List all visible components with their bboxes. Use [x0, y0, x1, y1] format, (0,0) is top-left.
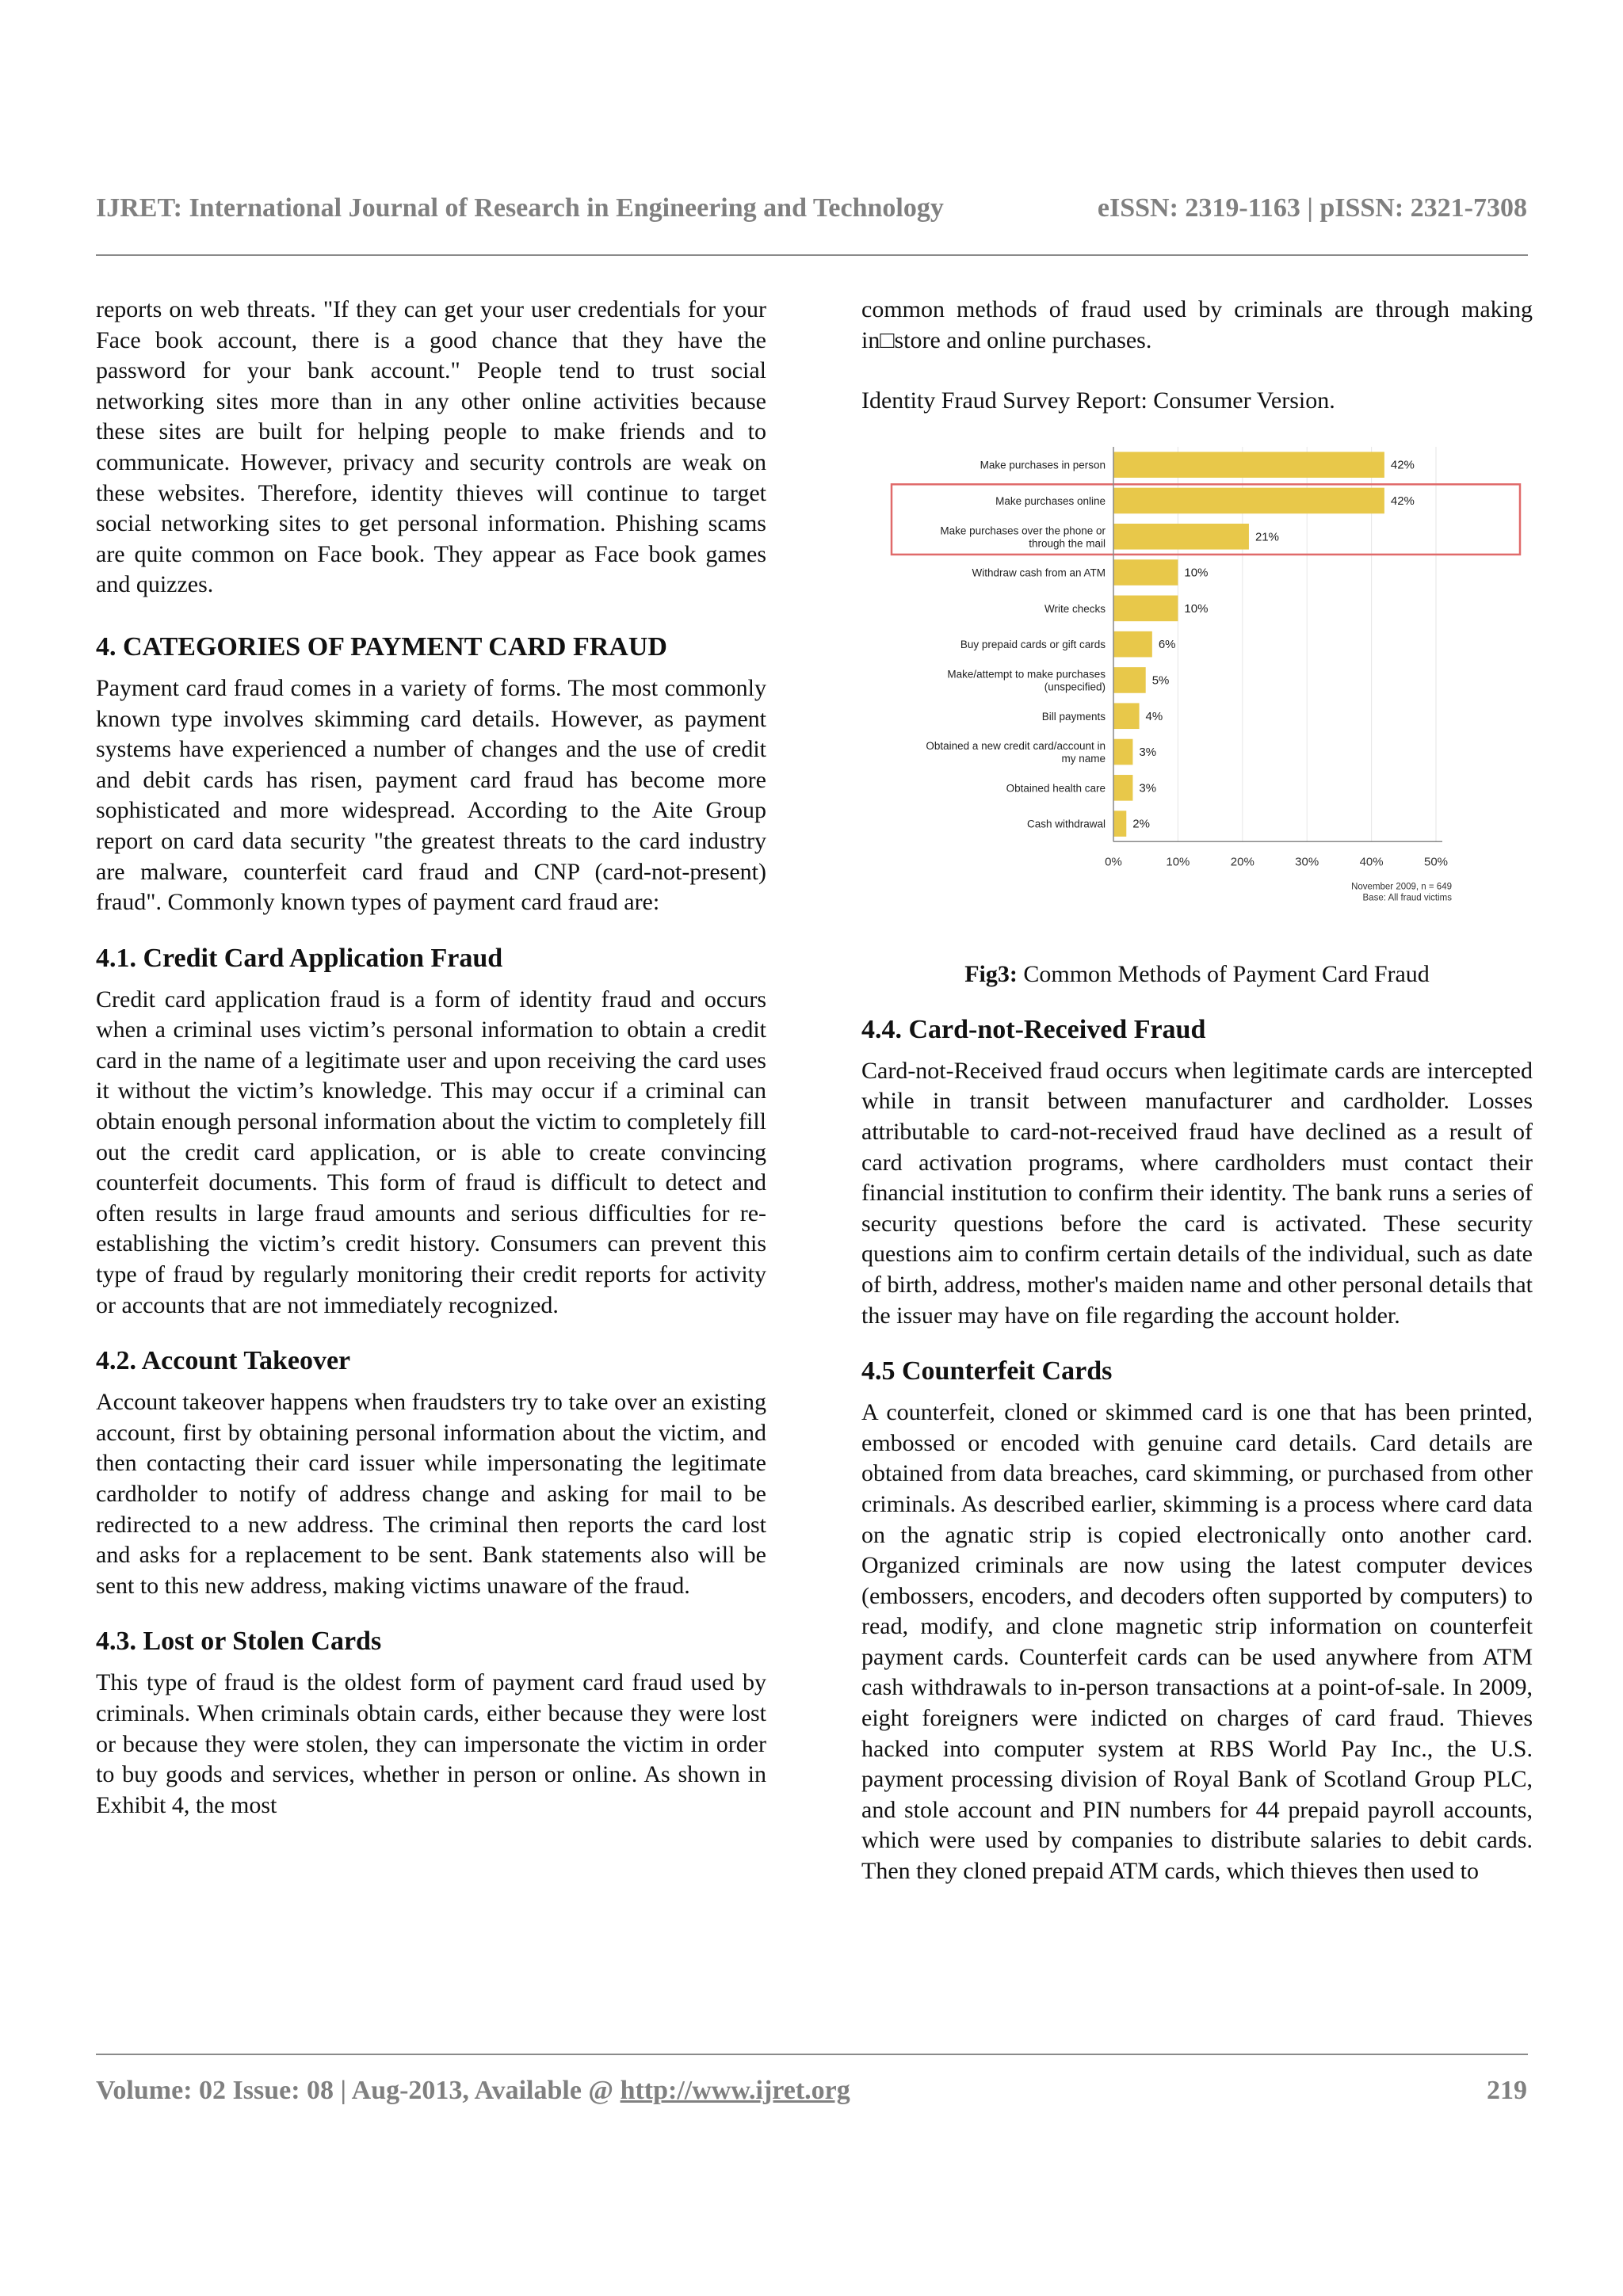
category-label-line: Make purchases in person [980, 459, 1106, 471]
category-label-line: Make/attempt to make purchases [947, 668, 1106, 681]
paragraph-section-4: Payment card fraud comes in a variety of forms. The most commonly known type involves skimming card details. However, as payment systems have experienced a number of changes and the use of credit and debit cards has risen, payment card fraud has become more sophisticated and more widespread. According to the Aite Group report on card data security "the greatest threats to the card industry are malware, counterfeit card fraud and CNP (card-not-present) fraud". Commonly known types of payment card fraud are: [96, 674, 766, 916]
section-4-2-heading: 4.2. Account Takeover [96, 1346, 351, 1376]
running-footer [96, 2076, 1527, 2106]
category-label [972, 566, 1106, 578]
paragraph-4-3: This type of fraud is the oldest form of payment card fraud used by criminals. When criminals obtain cards, either because they were lost or because they were stolen, they can impersonate the victim in order to buy goods and services, whether in person or online. As shown in Exhibit 4, the most [96, 1669, 766, 1818]
bar [1113, 559, 1178, 585]
bar-value-label: 4% [1145, 709, 1163, 723]
category-label-line: Withdraw cash from an ATM [972, 566, 1106, 579]
section-4-1-heading: 4.1. Credit Card Application Fraud [96, 943, 503, 973]
bar [1113, 775, 1132, 801]
x-tick-label: 0% [1105, 855, 1122, 869]
x-tick-label: 20% [1230, 855, 1254, 869]
bar-value-label: 6% [1158, 637, 1176, 651]
paragraph-4-2: Account takeover happens when fraudsters try to take over an existing account, first by obtaining personal information about the victim, and then contacting their card issuer while impersonating the legitimate cardholder to notify of address change and asking for mail to be redirected to a new address. The criminal then reports the card lost and asks for a replacement to be sent. Bank statements also will be sent to this new address, making victims unaware of the fraud. [96, 1389, 766, 1599]
section-4-4-heading: 4.4. Card-not-Received Fraud [861, 1014, 1206, 1044]
bar-value-label: 10% [1184, 566, 1209, 580]
category-label-line: my name [1061, 752, 1106, 765]
bar-value-label: 10% [1184, 601, 1209, 616]
category-label-line: through the mail [1029, 537, 1106, 550]
category-label [940, 524, 1106, 549]
figure-3 [861, 433, 1533, 959]
paragraph-continued: common methods of fraud used by criminals are through making in□store and online purchases. [861, 296, 1533, 353]
paragraph-4-5: A counterfeit, cloned or skimmed card is one that has been printed, embossed or encoded with genuine card details. Card details are obtained from data breaches, card skimming, or purchased from other criminals. As described earlier, skimming is a process where card data on the agnatic strip is copied electronically onto another card. Organized criminals are now using the latest computer devices (embossers, encoders, and decoders often supported by computers) to read, modify, and clone magnetic strip information on counterfeit payment cards. Counterfeit cards can be used anywhere from ATM cash withdrawals to in-person transactions at a point-of-sale. In 2009, eight foreigners were indicted on charges of card fraud. Thieves hacked into computer system at RBS World Pay Inc., the U.S. payment processing division of Royal Bank of Scotland Group PLC, and stole account and PIN numbers for 44 prepaid payroll accounts, which were used by companies to distribute salaries to debit cards. Then they cloned prepaid ATM cards, which thieves then used to [861, 1399, 1533, 1885]
category-label [1044, 603, 1106, 615]
right-column [861, 295, 1533, 1887]
page-number: 219 [1487, 2076, 1527, 2105]
bar [1113, 631, 1152, 658]
bar [1113, 703, 1140, 729]
x-tick-label: 40% [1359, 855, 1384, 869]
bar-value-label: 2% [1132, 817, 1150, 831]
category-label [995, 495, 1106, 507]
footer-volume-text: Volume: 02 Issue: 08 | Aug-2013, Available @ [96, 2076, 621, 2105]
left-column [96, 295, 766, 1821]
category-label-line: Write checks [1044, 602, 1106, 615]
bar-value-label: 5% [1151, 673, 1170, 688]
category-label-line: Obtained health care [1006, 782, 1106, 795]
journal-url-link[interactable]: http://www.ijret.org [620, 2076, 850, 2105]
header-rule [96, 254, 1528, 256]
chart-note: November 2009, n = 649 [1351, 882, 1452, 892]
category-label [980, 459, 1106, 471]
paragraph-4-1: Credit card application fraud is a form of identity fraud and occurs when a criminal uses victim’s personal information to obtain a credit card in the name of a legitimate user and upon receiving the card uses it without the victim’s knowledge. This may occur if a criminal can obtain enough personal information about the victim to completely fill out the credit card application, or is able to create convincing counterfeit documents. This form of fraud is difficult to detect and often results in large fraud amounts and serious difficulties for re-establishing the victim’s credit history. Consumers can prevent this type of fraud by regularly monitoring their credit reports for activity or accounts that are not immediately recognized. [96, 986, 766, 1318]
figure-caption [861, 959, 1533, 990]
x-tick-label: 30% [1295, 855, 1319, 869]
category-label [1027, 818, 1106, 830]
paragraph-4-4: Card-not-Received fraud occurs when legitimate cards are intercepted while in transit between manufacturer and cardholder. Losses attributable to card-not-received fraud have declined as a result of card activation programs, where cardholders must contact their financial institution to confirm their identity. The bank runs a series of security questions before the card is activated. These security questions aim to confirm certain details of the individual, such as date of birth, address, mother's maiden name and other personal details that the issuer may have on file regarding the account holder. [861, 1057, 1533, 1329]
running-header [96, 193, 1527, 223]
bar [1113, 595, 1178, 621]
bar [1113, 452, 1384, 478]
bar [1113, 487, 1384, 513]
paragraph-intro: reports on web threats. "If they can get your user credentials for your Face book account, there is a good chance that they have the password for your bank account." People tend to trust social networking sites more than in any other online activities because these sites are built for helping people to make friends and to communicate. However, privacy and security controls are weak on these websites. Therefore, identity thieves will continue to target social networking sites to get personal information. Phishing scams are quite common on Face book. They appear as Face book games and quizzes. [96, 296, 766, 598]
section-4-3-heading: 4.3. Lost or Stolen Cards [96, 1627, 382, 1657]
bar [1113, 810, 1126, 837]
bar [1113, 739, 1132, 765]
bar [1113, 524, 1249, 550]
category-label-line: (unspecified) [1044, 681, 1106, 693]
footer-volume [96, 2076, 850, 2106]
category-label [926, 740, 1106, 765]
category-label-line: Obtained a new credit card/account in [926, 739, 1106, 752]
caption-text: Common Methods of Payment Card Fraud [1017, 960, 1430, 987]
category-label-line: Buy prepaid cards or gift cards [960, 638, 1106, 650]
section-4-5-heading: 4.5 Counterfeit Cards [861, 1356, 1113, 1386]
category-label [960, 639, 1106, 650]
bar-value-label: 42% [1390, 458, 1415, 472]
category-label-line: Make purchases over the phone or [940, 524, 1106, 537]
caption-label: Fig3: [964, 960, 1018, 987]
category-label [1042, 711, 1106, 723]
x-tick-label: 50% [1423, 855, 1449, 869]
figure-source: Identity Fraud Survey Report: Consumer Version. [861, 387, 1335, 414]
bar-value-label: 3% [1139, 781, 1157, 795]
category-label-line: Bill payments [1041, 710, 1106, 723]
section-4-heading: 4. CATEGORIES OF PAYMENT CARD FRAUD [96, 631, 667, 662]
chart-note: Base: All fraud victims [1362, 893, 1452, 903]
bar-value-label: 21% [1254, 530, 1279, 544]
issn: eISSN: 2319-1163 | pISSN: 2321-7308 [1097, 193, 1527, 223]
journal-title: IJRET: International Journal of Research in Engineering and Technology [96, 193, 944, 223]
bar-value-label: 42% [1390, 494, 1415, 508]
bar [1113, 667, 1146, 693]
fraud-methods-chart [861, 433, 1533, 959]
footer-rule [96, 2054, 1528, 2055]
category-label [947, 668, 1106, 692]
bar-value-label: 3% [1139, 745, 1157, 759]
x-tick-label: 10% [1166, 855, 1190, 869]
category-label [1006, 782, 1106, 794]
category-label-line: Make purchases online [995, 494, 1106, 507]
category-label-line: Cash withdrawal [1026, 818, 1106, 830]
